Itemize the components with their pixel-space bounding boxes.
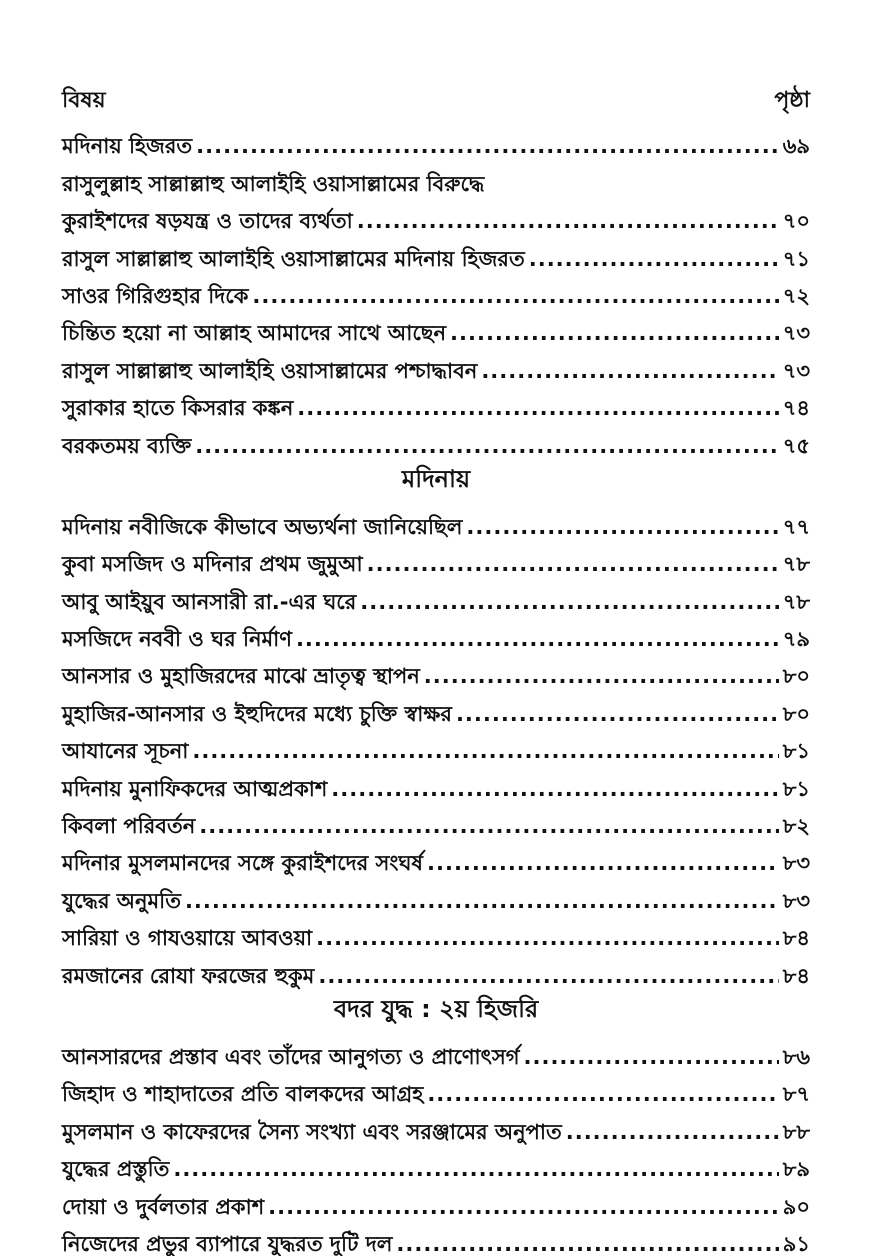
entry-page-number: ৭২ <box>782 283 810 308</box>
entry-page-number: ৭০ <box>782 209 810 234</box>
dot-leader <box>456 704 779 725</box>
toc-header <box>62 88 810 120</box>
entry-page-number: ৭৩ <box>782 321 810 346</box>
entry-page-number: ৮৮ <box>782 1119 810 1144</box>
dot-leader <box>318 966 778 987</box>
topic-column-label: বিষয় <box>62 88 106 113</box>
toc-entry <box>62 344 810 381</box>
entry-title: আবু আইয়ুব আনসারী রা.-এর ঘরে <box>62 589 357 614</box>
entry-title: রাসুল সাল্লাল্লাহু আলাইহি ওয়াসাল্লামের পশ্চাদ্ধাবন <box>62 358 478 383</box>
entry-title: রাসুলুল্লাহ সাল্লাল্লাহু আলাইহি ওয়াসাল্লামের বিরুদ্ধে <box>62 171 485 196</box>
entry-title: কিবলা পরিবর্তন <box>62 814 196 839</box>
entry-title: সুরাকার হাতে কিসরার কঙ্কন <box>62 396 294 421</box>
toc-section <box>62 457 810 987</box>
entry-title: জিহাদ ও শাহাদাতের প্রতি বালকদের আগ্রহ <box>62 1082 424 1107</box>
dot-leader <box>192 741 778 762</box>
entry-title: চিন্তিত হয়ো না আল্লাহ আমাদের সাথে আছেন <box>62 321 447 346</box>
entry-page-number: ৮২ <box>782 814 810 839</box>
entry-page-number: ৮৪ <box>782 926 810 951</box>
toc-entry <box>62 650 810 687</box>
entry-title: মদিনার মুসলমানদের সঙ্গে কুরাইশদের সংঘর্ষ <box>62 851 424 876</box>
entry-title: যুদ্ধের অনুমতি <box>62 888 181 913</box>
toc-entry <box>62 1068 810 1105</box>
dot-leader <box>396 1234 778 1255</box>
toc-section <box>62 987 810 1255</box>
toc-entry <box>62 270 810 307</box>
toc-entry <box>62 120 810 157</box>
toc-entry <box>62 1105 810 1142</box>
dot-leader <box>529 249 779 270</box>
entry-page-number: ৮১ <box>782 739 810 764</box>
entry-page-number: ৬৯ <box>782 134 810 159</box>
entry-title: সাওর গিরিগুহার দিকে <box>62 283 249 308</box>
entry-page-number: ৭১ <box>782 246 810 271</box>
toc-entry <box>62 912 810 949</box>
dot-leader <box>185 891 779 912</box>
toc-entry <box>62 575 810 612</box>
entry-page-number: ৮৩ <box>782 851 810 876</box>
dot-leader <box>427 1084 778 1105</box>
entry-title: মসজিদে নববী ও ঘর নির্মাণ <box>62 627 292 652</box>
toc-entry <box>62 949 810 986</box>
entry-title: মুহাজির-আনসার ও ইহুদিদের মধ্যে চুক্তি স্বাক্ষর <box>62 701 452 726</box>
entry-title: রমজানের রোযা ফরজের হুকুম <box>62 963 315 988</box>
entry-title: আনসার ও মুহাজিরদের মাঝে ভ্রাতৃত্ব স্থাপন <box>62 664 420 689</box>
toc-entry <box>62 800 810 837</box>
entry-title: রাসুল সাল্লাল্লাহু আলাইহি ওয়াসাল্লামের মদিনায় হিজরত <box>62 246 525 271</box>
dot-leader <box>466 517 778 538</box>
dot-leader <box>252 286 778 307</box>
entry-page-number: ৮৬ <box>782 1044 810 1069</box>
entry-title: মদিনায় হিজরত <box>62 134 193 159</box>
dot-leader <box>450 323 779 344</box>
entry-page-number: ৭৮ <box>782 589 810 614</box>
toc-sections <box>62 120 810 1255</box>
dot-leader <box>331 779 778 800</box>
entry-title: দোয়া ও দুর্বলতার প্রকাশ <box>62 1194 265 1219</box>
dot-leader <box>566 1122 779 1143</box>
dot-leader <box>297 398 778 419</box>
dot-leader <box>173 1159 778 1180</box>
entry-title: সারিয়া ও গাযওয়ায়ে আবওয়া <box>62 926 313 951</box>
table-of-contents <box>62 88 810 1255</box>
section-title: বদর যুদ্ধ : ২য় হিজরি <box>333 994 539 1023</box>
page-column-label: পৃষ্ঠা <box>774 88 810 113</box>
entry-title: আনসারদের প্রস্তাব এবং তাঁদের আনুগত্য ও প্রাণোৎসর্গ <box>62 1044 520 1069</box>
entry-page-number: ৮৪ <box>782 963 810 988</box>
dot-leader <box>357 211 779 232</box>
dot-leader <box>367 554 779 575</box>
dot-leader <box>481 361 778 382</box>
dot-leader <box>424 666 779 687</box>
dot-leader <box>427 853 779 874</box>
toc-entry <box>62 613 810 650</box>
entry-title: কুবা মসজিদ ও মদিনার প্রথম জুমুআ <box>62 552 363 577</box>
entry-page-number: ৮০ <box>782 664 810 689</box>
entry-page-number: ৯০ <box>782 1194 810 1219</box>
entry-page-number: ৮১ <box>782 776 810 801</box>
toc-entry <box>62 232 810 269</box>
dot-leader <box>196 136 779 157</box>
section-title: মদিনায় <box>401 464 471 493</box>
toc-entry <box>62 307 810 344</box>
toc-entry <box>62 1031 810 1068</box>
entry-page-number: ৭৪ <box>782 396 810 421</box>
dot-leader <box>524 1047 779 1068</box>
toc-entry <box>62 687 810 724</box>
dot-leader <box>199 816 778 837</box>
entry-page-number: ৮৭ <box>782 1082 810 1107</box>
entry-title: মদিনায় মুনাফিকদের আত্মপ্রকাশ <box>62 776 328 801</box>
entry-page-number: ৮০ <box>782 701 810 726</box>
entry-title: মদিনায় নবীজিকে কীভাবে অভ্যর্থনা জানিয়েছিল <box>62 514 463 539</box>
toc-entry <box>62 157 810 194</box>
entry-title: কুরাইশদের ষড়যন্ত্র ও তাদের ব্যর্থতা <box>62 209 353 234</box>
toc-entry <box>62 1180 810 1217</box>
entry-title: নিজেদের প্রভুর ব্যাপারে যুদ্ধরত দুটি দল <box>62 1231 393 1256</box>
entry-page-number: ৭৯ <box>782 627 810 652</box>
entry-page-number: ৮৯ <box>782 1157 810 1182</box>
dot-leader <box>195 436 779 457</box>
toc-section <box>62 120 810 457</box>
dot-leader <box>296 629 779 650</box>
entry-page-number: ৭৭ <box>782 514 810 539</box>
toc-entry <box>62 538 810 575</box>
toc-entry <box>62 1218 810 1255</box>
entry-page-number: ৭৫ <box>782 433 810 458</box>
entry-title: বরকতময় ব্যক্তি <box>62 433 192 458</box>
toc-entry <box>62 837 810 874</box>
toc-entry <box>62 874 810 911</box>
toc-entry <box>62 382 810 419</box>
entry-title: মুসলমান ও কাফেরদের সৈন্য সংখ্যা এবং সরঞ্জামের অনুপাত <box>62 1119 562 1144</box>
entry-page-number: ৯১ <box>782 1231 810 1256</box>
dot-leader <box>268 1197 779 1218</box>
toc-entry <box>62 762 810 799</box>
entry-title: যুদ্ধের প্রস্তুতি <box>62 1157 170 1182</box>
toc-entry <box>62 419 810 456</box>
entry-page-number: ৮৩ <box>782 888 810 913</box>
entry-page-number: ৭৩ <box>782 358 810 383</box>
entry-title: আযানের সূচনা <box>62 739 189 764</box>
toc-entry <box>62 501 810 538</box>
toc-entry <box>62 1143 810 1180</box>
dot-leader <box>360 592 778 613</box>
toc-entry <box>62 195 810 232</box>
dot-leader <box>316 928 779 949</box>
toc-entry <box>62 725 810 762</box>
entry-page-number: ৭৮ <box>782 552 810 577</box>
